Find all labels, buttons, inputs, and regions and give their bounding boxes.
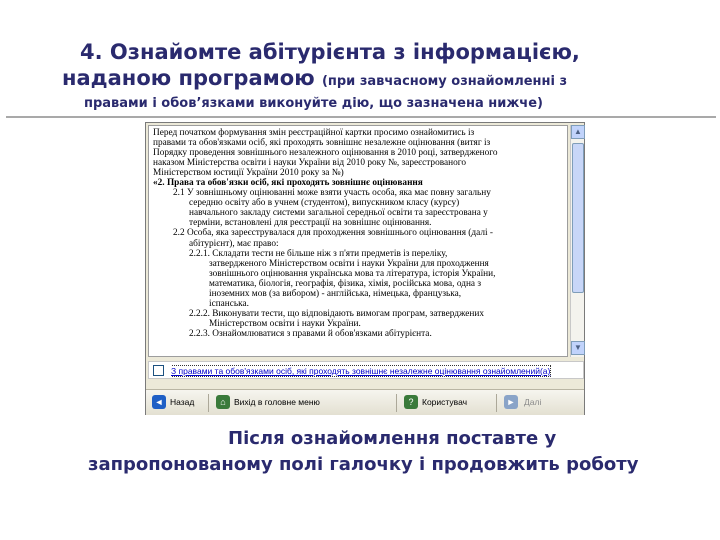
scroll-thumb[interactable] (572, 143, 584, 293)
confirm-label-text: З правами та обов'язками осіб, які проходять зовнішнє незалежне оцінювання ознайомлений(а) (171, 366, 551, 376)
document-line: іноземних мов (за вибором) - англійська, німецька, французька, (209, 288, 462, 299)
forward-arrow-icon[interactable]: ► (504, 395, 518, 409)
home-icon[interactable]: ⌂ (216, 395, 230, 409)
document-line: «2. Права та обов'язки осіб, які проходять зовнішнє оцінювання (153, 178, 423, 189)
document-line: наказом Міністерства освіти і науки України від 2010 року №, зареєстрованого (153, 158, 466, 169)
back-button[interactable]: Назад (170, 397, 195, 407)
title-divider (6, 116, 716, 118)
bottom-navigation (146, 389, 584, 415)
document-line: абітурієнт), має право: (189, 238, 279, 249)
back-arrow-icon[interactable]: ◄ (152, 395, 166, 409)
rights-document (148, 125, 568, 357)
document-line: 2.2.3. Ознайомлюватися з правами й обов'язками абітурієнта. (189, 328, 432, 339)
slide-title-line-2 (62, 66, 712, 90)
document-line: 2.2.1. Складати тести не більше ніж з п'яти предметів із переліку, (189, 248, 448, 259)
confirm-label[interactable] (171, 365, 571, 377)
document-line: навчального закладу системи загальної середньої освіти та зареєстрована у (189, 208, 488, 219)
slide-title-line-1: 4. Ознайомте абітурієнта з інформацією, (80, 40, 580, 64)
document-line: зовнішнього оцінювання українська мова та література, історія України, (209, 268, 496, 279)
slide-title-note: (при завчасному ознайомленні з (321, 74, 568, 89)
caption-line-1: Після ознайомлення поставте у (228, 428, 557, 449)
vertical-scrollbar[interactable] (570, 125, 584, 357)
user-button[interactable]: Користувач (422, 397, 468, 407)
slide-title-line-3: правами і обов’язками виконуйте дію, що зазначена нижче) (84, 96, 543, 111)
document-line: Перед початком формування змін реєстраційної картки просимо ознайомитись із (153, 128, 475, 138)
scroll-down-icon[interactable]: ▼ (571, 341, 585, 355)
app-screenshot (145, 122, 585, 415)
document-line: Міністерством освіти і науки України. (209, 318, 361, 329)
main-menu-button[interactable]: Вихід в головне меню (234, 397, 320, 407)
nav-separator (396, 394, 397, 412)
nav-separator (208, 394, 209, 412)
document-line: терміни, встановлені для реєстрації на зовнішнє оцінювання. (189, 218, 432, 229)
nav-separator (496, 394, 497, 412)
slide-title-main: наданою програмою (62, 66, 315, 90)
document-line: Міністерством юстиції України 2010 року за №) (153, 168, 344, 179)
next-button[interactable]: Далі (524, 397, 542, 407)
confirm-checkbox[interactable] (153, 365, 164, 376)
document-line: правами та обов'язками осіб, які проходять зовнішнє незалежне оцінювання (витяг із (153, 138, 491, 149)
scroll-up-icon[interactable]: ▲ (571, 125, 585, 139)
caption-line-2: запропонованому полі галочку і продовжить роботу (88, 454, 639, 475)
document-line: затвердженого Міністерством освіти і науки України для проходження (209, 258, 489, 269)
document-line: 2.2 Особа, яка зареєструвалася для проходження зовнішнього оцінювання (далі - (173, 228, 493, 239)
document-line: середню освіту або в учнем (студентом), випускником класу (курсу) (189, 198, 460, 209)
document-line: Порядку проведення зовнішнього незалежного оцінювання в 2010 році, затвердженого (153, 148, 498, 159)
confirm-row (148, 361, 584, 379)
document-line: математика, біологія, географія, фізика, хімія, російська мова, одна з (209, 278, 482, 289)
document-line: 2.2.2. Виконувати тести, що відповідають вимогам програм, затверджених (189, 308, 485, 319)
user-icon[interactable]: ? (404, 395, 418, 409)
document-line: іспанська. (209, 298, 249, 309)
document-line: 2.1 У зовнішньому оцінюванні може взяти участь особа, яка має повну загальну (173, 188, 491, 199)
